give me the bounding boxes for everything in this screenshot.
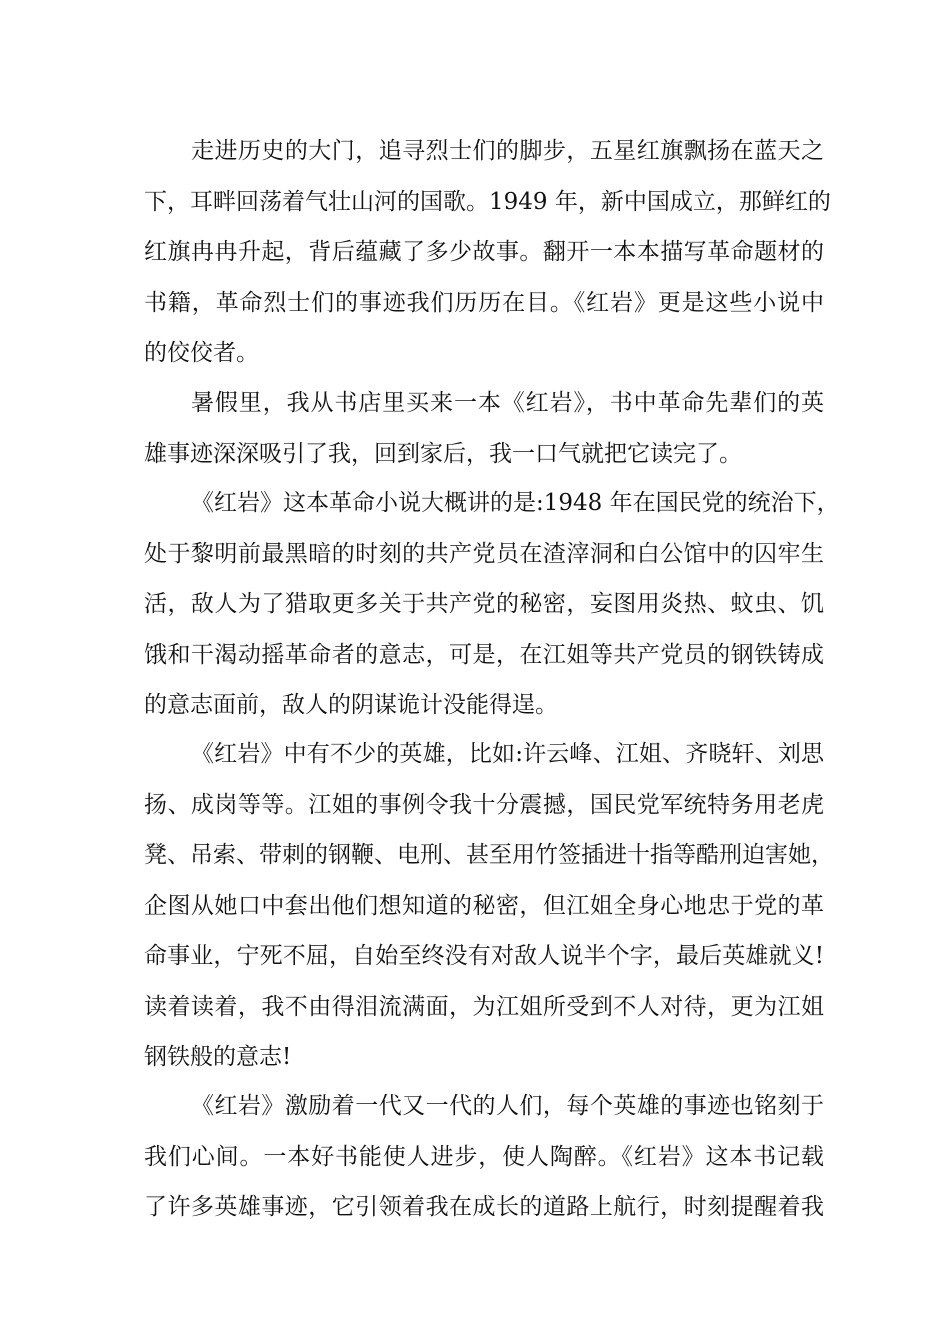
text-line: 钢铁般的意志! — [144, 1044, 292, 1070]
paragraph-4 — [144, 729, 834, 1083]
text-line: 暑假里，我从书店里买来一本《红岩》，书中革命先辈们的英 — [191, 390, 824, 416]
text-line: 红旗冉冉升起，背后蕴藏了多少故事。翻开一本本描写革命题材的 — [144, 239, 824, 265]
text-line: 的佼佼者。 — [144, 340, 259, 366]
text-line: 活，敌人为了猎取更多关于共产党的秘密，妄图用炎热、蚊虫、饥 — [144, 591, 824, 617]
text-line: 雄事迹深深吸引了我，回到家后，我一口气就把它读完了。 — [144, 440, 742, 467]
text-line: 了许多英雄事迹，它引领着我在成长的道路上航行，时刻提醒着我 — [144, 1194, 824, 1220]
text-line: 处于黎明前最黑暗的时刻的共产党员在渣滓洞和白公馆中的囚牢生 — [144, 540, 824, 567]
paragraph-2 — [144, 378, 824, 479]
text-line: 《红岩》中有不少的英雄，比如:许云峰、江姐、齐晓轩、刘思 — [191, 741, 824, 767]
text-line: 读着读着，我不由得泪流满面，为江姐所受到不人对待，更为江姐 — [144, 993, 824, 1020]
text-line: 企图从她口中套出他们想知道的秘密，但江姐全身心地忠于党的革 — [144, 892, 824, 919]
paragraph-3 — [144, 478, 840, 731]
text-line: 下，耳畔回荡着气壮山河的国歌。1949 年，新中国成立，那鲜红的 — [144, 188, 831, 215]
paragraph-5 — [144, 1081, 824, 1233]
text-line: 走进历史的大门，追寻烈士们的脚步，五星红旗飘扬在蓝天之 — [191, 138, 824, 164]
text-line: 《红岩》激励着一代又一代的人们，每个英雄的事迹也铭刻于 — [191, 1093, 824, 1119]
text-line: 饿和干渴动摇革命者的意志，可是，在江姐等共产党员的钢铁铸成 — [144, 641, 824, 668]
text-line: 《红岩》这本革命小说大概讲的是:1948 年在国民党的统治下， — [191, 490, 840, 516]
text-line: 我们心间。一本好书能使人进步，使人陶醉。《红岩》这本书记载 — [144, 1143, 824, 1170]
text-line: 凳、吊索、带刺的钢鞭、电刑、甚至用竹签插进十指等酷刑迫害她， — [144, 842, 834, 868]
text-line: 的意志面前，敌人的阴谋诡计没能得逞。 — [144, 692, 558, 718]
paragraph-1 — [144, 126, 831, 379]
text-line: 命事业，宁死不屈，自始至终没有对敌人说半个字，最后英雄就义! — [144, 943, 824, 969]
text-line: 扬、成岗等等。江姐的事例令我十分震撼，国民党军统特务用老虎 — [144, 791, 824, 818]
text-line: 书籍，革命烈士们的事迹我们历历在目。《红岩》更是这些小说中 — [144, 289, 824, 316]
